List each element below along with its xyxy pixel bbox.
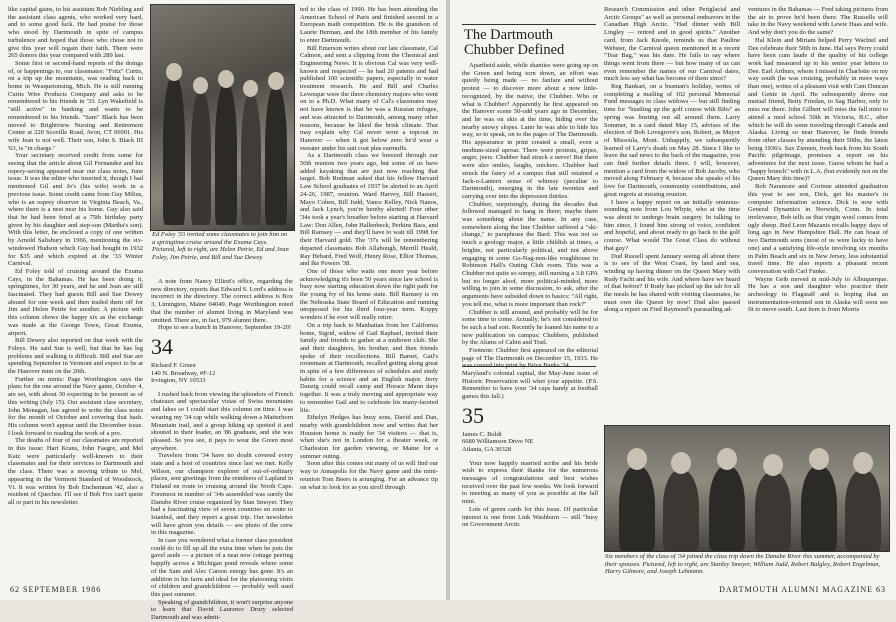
secretary-name: Richard F. Gruen [151, 361, 196, 369]
secretary-street: 6680 Williamson Drive NE [462, 438, 534, 446]
paragraph: Further on minis: Page Worthington says the plans for the one around the Navy game, October 4, are set, with about 30 expecting to be present as of this writing (July 15). Our assistant class secretary, John Monagan, has agreed to write the class notes for the month of October and covering that bash. His column won't appear until the December issue. I look forward to reading the work of a pro. [8, 375, 143, 437]
photo-caption: Ed Foley '33 invited some classmates to join him on a springtime cruise around the Exuma Cays. Pictured, left to right, are Helen Petrie, Ed and Jean Foley, Jim Petrie, and Bill and Sue Dewey. [152, 231, 289, 261]
right-column-3 [748, 6, 888, 421]
paragraph: I rushed back from viewing the splendors of French chateaux and spectacular vistas of Swiss mountains and lakes so I could start this column on time. I was wearing my '34 cap while walking down a Matterhorn Mountain trail, and a group hiking up spotted it and shouted to their leader, an '86 graduate, and she was pleased. So you see, it pays to wear the Green most anywhere. [151, 390, 293, 452]
right-column-2 [604, 6, 740, 421]
paragraph: A note from Nancy Elliott's office, regarding the new directory, reports that Edward S. Lord's address is incorrect in the directory. The correct address is Box 3, Limington, Maine 04049. Page Worthington noted that the number of alumni living in Maryland was omitted. There are, in fact, 979 alumni there. [151, 278, 293, 324]
page-folio-right: DARTMOUTH ALUMNI MAGAZINE 63 [719, 585, 886, 594]
paragraph: Bill Dewey also reported on that week with the Foleys. He said Sue is well, but that he has leg problems and walking is difficult. Bill and Sue are spending September in Vermont and expect to be at the Hanover mini on the 20th. [8, 337, 143, 376]
left-column-3 [300, 6, 438, 586]
paragraph: Your now happily married scribe and his bride wish to express their thanks for the numerous messages of congratulations and best wishes received over the past few weeks. We look forward to meeting as many of you as possible at the fall mini. [462, 459, 598, 506]
class-number-34: 34 [151, 333, 173, 359]
secretary-street: 140 N. Broadway, #F-12 [151, 369, 216, 377]
paragraph: Hope to see a bunch in Hanover, September 19-20! [158, 324, 292, 332]
paragraph: Ed Foley told of cruising around the Exuma Cays, in the Bahamas. He has been doing it, springtimes, for 30 years, and he and Jean are still fascinated. They had guests Bill and Sue Dewey aboard for one week and then traded them off for Jim and Helen Petrie for another. A picture with this column shows the happy six as the exchange was made at the George Town, Great Exuma, airport. [8, 267, 143, 337]
sidebar-end-rule [462, 366, 596, 367]
paragraph: ventures in the Bahamas — Fred taking pictures from the air to prove he'd been there. The Russells will take in the Navy weekend with Lewie Haas and wife. And why don't you do the same? [748, 6, 888, 37]
right-column-1-feature [462, 62, 598, 362]
paragraph: As a Dartmouth class we breezed through our 50th reunion two years ago, but some of us have added kayaking that are just now reaching that target. Bob Rodman asked that his fellow Harvard Law School graduates of 1937 be alerted to an April 24-26, 1987, reunion. Ward Harvey, Bill Hassert, Mayo Cohen, Bill Judd, Vance Kelley, Nick Nanos, and Jack Lynch, you're hereby alerted! Four other '34s took a year's breather before starting at Harvard Law: Don Allen, John Hallenbeck, Perkins Bass, and Bill Ramsey — and they'll have to wait till 1998 for their Harvard gold. The '37s will be remembering departed classmates Bob Allabough, Merrill Heald, Ray Hebard, Fred Wolf, Henry Rose, Elliot Thomas, and Ike Powers '38. [300, 152, 438, 268]
paragraph: Lots of green cards for this issue. Of particular interest is one from Link Washburn — still "busy on Government Arctic [462, 505, 598, 529]
paragraph: ted to the class of 1990. He has been attending the American School of Paris and finished second in a European math competition. He is the grandson of Laurie Herman, and the 18th member of his family to enter Dartmouth. [300, 6, 438, 44]
class-secretary-address [462, 431, 598, 454]
left-page [0, 0, 446, 622]
secretary-city: Atlanta, GA 30328 [462, 446, 512, 453]
paragraph: Bob Naramore and Corinne attended graduation this year to see son, Dick, get his master's in computer information science. Dick is now with General Dynamics in Norwich, Conn. In total irrelevance, Bob tells us that virgin wool comes from ugly sheep. Bud Leon Mazanis recalls happy days of long ago in New Hampshire Hall. He can boast of two Dartmouth sons (most of us were lucky to have one) and a satisfying life-style involving six months in Palm Beach and six in New Jersey, less substantial travel time. He also reports a pleasant recent conversation with Carl Funke. [748, 183, 888, 275]
photo-caption: Six members of the class of '34 joined the class trip down the Danube River this summer, accompanied by their spouses. Pictured, left to right, are Stanley Smoyer, William Judd, Robert Balgley, Robert Engelman, Harry Gilmore, and Joseph Lehmann. [605, 553, 881, 576]
left-column-2 [151, 278, 293, 622]
sidebar-headline: The Dartmouth Chubber Defined [464, 27, 565, 58]
paragraph: In case you wondered what a former class president could do to fill up all the extra time when he puts the gavel aside — a picture of a neat new cottage peering happily across a Michigan pond reveals where some of the Sam and Alec Carson energy has gone. It's an addition to his farm and ideal for the platooning visits of children and grandchildren — probably well used this past summer. [151, 537, 293, 598]
paragraph: Maryland's colonial capital, the May-June issue of Historic Preservation will whet your appetite. (P.S. Remember to have your '34 caps handy at football games this fall.) [462, 370, 598, 401]
paragraph: I have a happy report on an initially ominous-sounding note from Lou Whyte, who at the time was about to undergo brain surgery. In talking to him since, I found him strong of voice, confident and hopeful, and about ready to go back to the golf course. What would The Great Class do without that guy? [604, 198, 740, 252]
secretary-name: James C. Boldt [462, 430, 502, 438]
paragraph: Your secretary received credit from some for seeing that the article about Gil Fernandez and his osprey-saving appeared near our class notes, June issue. It was the editor who inserted it, though I had mentioned Gil and Jo's (his wife) work in a previous issue. Some credit came from Guy Milius, who is an osprey observer in Virginia Beach, Va., where there is a nest near his home. Guy also said that he had been feted at a 75th birthday party given by his daughter and step-son (Martha's son). With this letter, he enclosed a copy of one written by Arnold Salisbury in 1966, mentioning the six-windowed Hudson which Guy had bought in 1932 for $35 and which expired at the '33 Winter Carnival. [8, 152, 143, 268]
paragraph: Bill Emerson writes about our late classmate, Cal Calmon, and sent a clipping from the Chemical and Engineering News. It is obvious Cal was very well-known and respected — he had 20 patents and had published 100 scientific papers, especially in water treatment research. He and Bill and Charles Levesque were the three chemistry majors who went on to a Ph.D. What many of Cal's classmates may not have known is that he was a Russian refugee, and was attracted to Dartmouth, among many other reasons, because he liked the brisk climate. That may explain why Cal never wore a topcoat in Hanover — when it got below zero he'd wear a sweater under his suit coat plus earmuffs. [300, 44, 438, 152]
paragraph: Speaking of grandchildren, it won't surprise anyone to learn that David Laurence Drury selected Dartmouth and was admit- [151, 598, 293, 622]
page-folio-left: 62 SEPTEMBER 1986 [10, 585, 102, 594]
paragraph: Reg Bankart, on a busman's holiday, writes of completing a mailing of 102 personal Memorial Fund messages to class widows — but still finding time for "bustling up the golf course with Bibs" as spring was busting out all around them. Larry Sommer, in a card dated May 15, advises of the election of Bob Lovegrove's son, Robert, as Mayor of Missoula, Mont. Unhappily, we subsequently learned of Larry's death on May 28. Since I like to leave the sad news to the back of the magazine, you can find further details there. I will, however, mention a card from the widow of Bob Jacoby, who moved along February 4, because she speaks of his love for Dartmouth, community contributions, and great regrets at missing reunion. [604, 83, 740, 198]
headline-rule [462, 24, 596, 25]
class-number-35: 35 [462, 402, 484, 428]
paragraph: Ethelyn Hedges has busy sons, David and Dan, nearby with grandchildren now and writes that her Houston home is ready for '34 visitors — that is, when she's not in London for a theater week, or Charleston for garden viewing, or Maine for a summer outing. [300, 414, 438, 460]
paragraph: Travelers from '34 have no doubt covered every state and a host of countries since last we met. Kelly Wilson, our champion explorer of out-of-ordinary places, sent greetings from the reindeers of Lapland in Finland en route to cruising around the North Cape. Foremost in number of '34s assembled was surely the Danube River cruise organized by Stan Smoyer. They had a fascinating view of seven countries en route to Istanbul, and they report a great trip. Our newsletter will have given you details — see photo of the crew in this magazine. [151, 452, 293, 537]
paragraph: Wayne Geib moved in mid-July to Albuquerque. He has a son and daughter who practice their archeology in Flagstaff and is hoping that an instrumentation-oriented son in Alaska will soon see fit to move south. Last item is from Morris [748, 275, 888, 314]
paragraph: Research Commission and other Periglacial and Arctic Groups" as well as personal endeavors in the Canadian High Arctic. "Had dinner with Bill Lingley — retired and in good spirits." Another card, from Jack Knode, reminds us that Pauline Webster, the Carnival queen mentioned in a recent "Tear Bag," was his date. He fails to say where things went from there — but how many of us can even remember the names of our Carnival dates, much less say what has become of them since? [604, 6, 740, 83]
paragraph: like capital gains, to his assistant Bob Niebling and the assistant class agents, who worked very hard, and to some good luck. He had praise for those who stood by Dartmouth in spite of campus turbulence and hoped that those who chose not to give this year will regain their faith. There were 265 donors this year compared with 289 last. [8, 6, 143, 60]
paragraph: On a trip back to Manhattan from her California home, Sigrid, widow of Gail Raphael, invited their family and friends to gather at a midtown club. She and their daughters, his brother, and then friends spoke of their recollections. Bill Barnet, Gail's roommate at Dartmouth, recalled getting along great in spite of a few differences of schedules and study habits for a science and an English major. Jerry Danzig could recall camp and Horace Mann days together. It was a truly moving and appropriate way to remember Gail and to celebrate his many-faceted life. [300, 321, 438, 414]
left-column-1 [8, 6, 143, 586]
danube-cruise-photo [604, 425, 890, 552]
paragraph: Chubber, surprisingly, during the decades that followed managed to hang in there; maybe there was something about the name. In any case, somewhere along the line Chubber suffered a "ski-change," to paraphrase the Bard. This was not so much a geology major, a little childish at times, a brighte, not particularly political, and not above engaging in some Go-Nag-non-like roughhouse in Robinson Hall's Outing Club room. This was a Chubber not quite so sompy, still nursing a 3.8 GPA but no longer aloof, more political-minded, more willing to join in some discussion, to ask, after the arguments have subsided down to basics: "All right, you tell me, what is more important than rock?" [462, 200, 598, 308]
paragraph: Soon after this comes out many of us will find our way to Annapolis for the Navy game and the mini-reunion Tom Beers is arranging. For an advance tip on what to look for as you stroll through [300, 460, 438, 491]
paragraph: Some first or second-hand reports of the doings of, or happenings to, our classmates: "Fritz" Curtis, on a trip up the mountains, was reading back to home in Weaquetonsing, Mich. He is still running Curtis Wire Products Company and asks to be remembered to his friends in '33. Lyn Wakefield is "still active" in banking and wants to be remembered to his friends. "Sam" Black has been moved to Brightview Nursing and Retirement Center at 220 Scoville Road, Avon, CT 06001. His wife Jean is not well. Their son, John S. Black III '63, is "in charge." [8, 59, 143, 152]
right-page [450, 0, 896, 600]
class-secretary-address [151, 362, 293, 385]
paragraph: Apartheid aside, while shanties were going up on the Green and being torn down, an effort was quietly being made — no fanfare and without protest — to discover more about a now little-recognized, by the native, the Chubber. Who or what is Chubber? Apparently he first appeared on the Hanover scene 50-odd years ago in December, and he was on skis at the time, hiding over the nearby snowy slopes. Later he was able to hide his way, so to speak, on to the pages of The Dartmouth. His appearance in print created a small, even a medium-sized uproar. There were protests, gripes, anger, jeers. Chubber had struck a nerve! But there were also smiles, laughs, snickers. Chubber had struck the fancy of a campus that still retained a Jack-o-Lantern sense of whimsy (peculiar to Dartmouth), emerging in the late twenties and carrying over into the depression thirties. [462, 62, 598, 200]
right-column-1-notes [462, 370, 598, 582]
paragraph: Dud Russell spent January seeing all about there is to see of the West Coast, by land and sea, winding up having dinner on the Queen Mary with Rudy Facht and his wife. And where have we heard of that before? If Rudy has picked up the tab for all the meals he has shared with visiting classmates, he must own the Queen by now! Dud also passed along a report on Fred Raymond's parasailing ad- [604, 252, 740, 314]
paragraph: Hal Klein and Miriam helped Perry Wachtel and Dee celebrate their 50th in June. Hal says Perry could have been cum laude if the quality of his college work had measured up to his senior year letters to Dee. Earl Arthurs, whom I missed in Charlotte on my way south (he was cruising, probably in more ways than one), writes of a pleasant visit with Cam Duncan and Genie in April. He subsequently drove our mutual friend, Betty Friedan, to Sag Harbor, only to miss me there. John Gilbert will miss the fall mini to attend a med school 50th in Victoria, B.C., after which he will do some traveling through Canada and Alaska. Living so near Hanover, he finds friends from other classes by attending their 50ths, the latest being 1936's. Sax Ziemen, fresh back from his South Pacific pilgrimage, promises a report on his adventures for the next issue. Guess whom he had a "happy brunch" with in L.A. (but evidently not on the Queen Mary this time)? [748, 36, 888, 183]
foley-cruise-photo [150, 4, 295, 231]
paragraph: Footnote: Chubber first appeared on the editorial page of The Dartmouth on December 15, 1933. He [462, 347, 598, 362]
secretary-city: Irvington, NY 10533 [151, 377, 206, 385]
paragraph: The deaths of four of our classmates are reported in this issue: Hart Krans, John Faegre, and Mel Katz were particularly well-known to their classmates and for their services to Dartmouth and the class. There was a moving tribute to Mel, appearing in the Vermont Standard of Woodstock, Vt. It was written by Bob Enchemnan '42, also a resident of Quechee. I'll see if Bob Fox can't quote all or part in his newsletter. [8, 437, 143, 506]
paragraph: One of those who waits one more year before acknowledging it's been 50 years since law school is busy now starting education down the right path for the young fry of his home state. Bill Ramsey is on the Nebraska State Board of Education and running unopposed for his third four-year term. Koppy wonders if he ever will really retire. [300, 267, 438, 322]
paragraph: Chubber is still around, and probably will be for some time to come. Actually, he's not considered to be such a bad sort. Recently he loaned his name to a new publication on campus: Chubbers, published by the Alums of Cabin and Trail. [462, 308, 598, 347]
